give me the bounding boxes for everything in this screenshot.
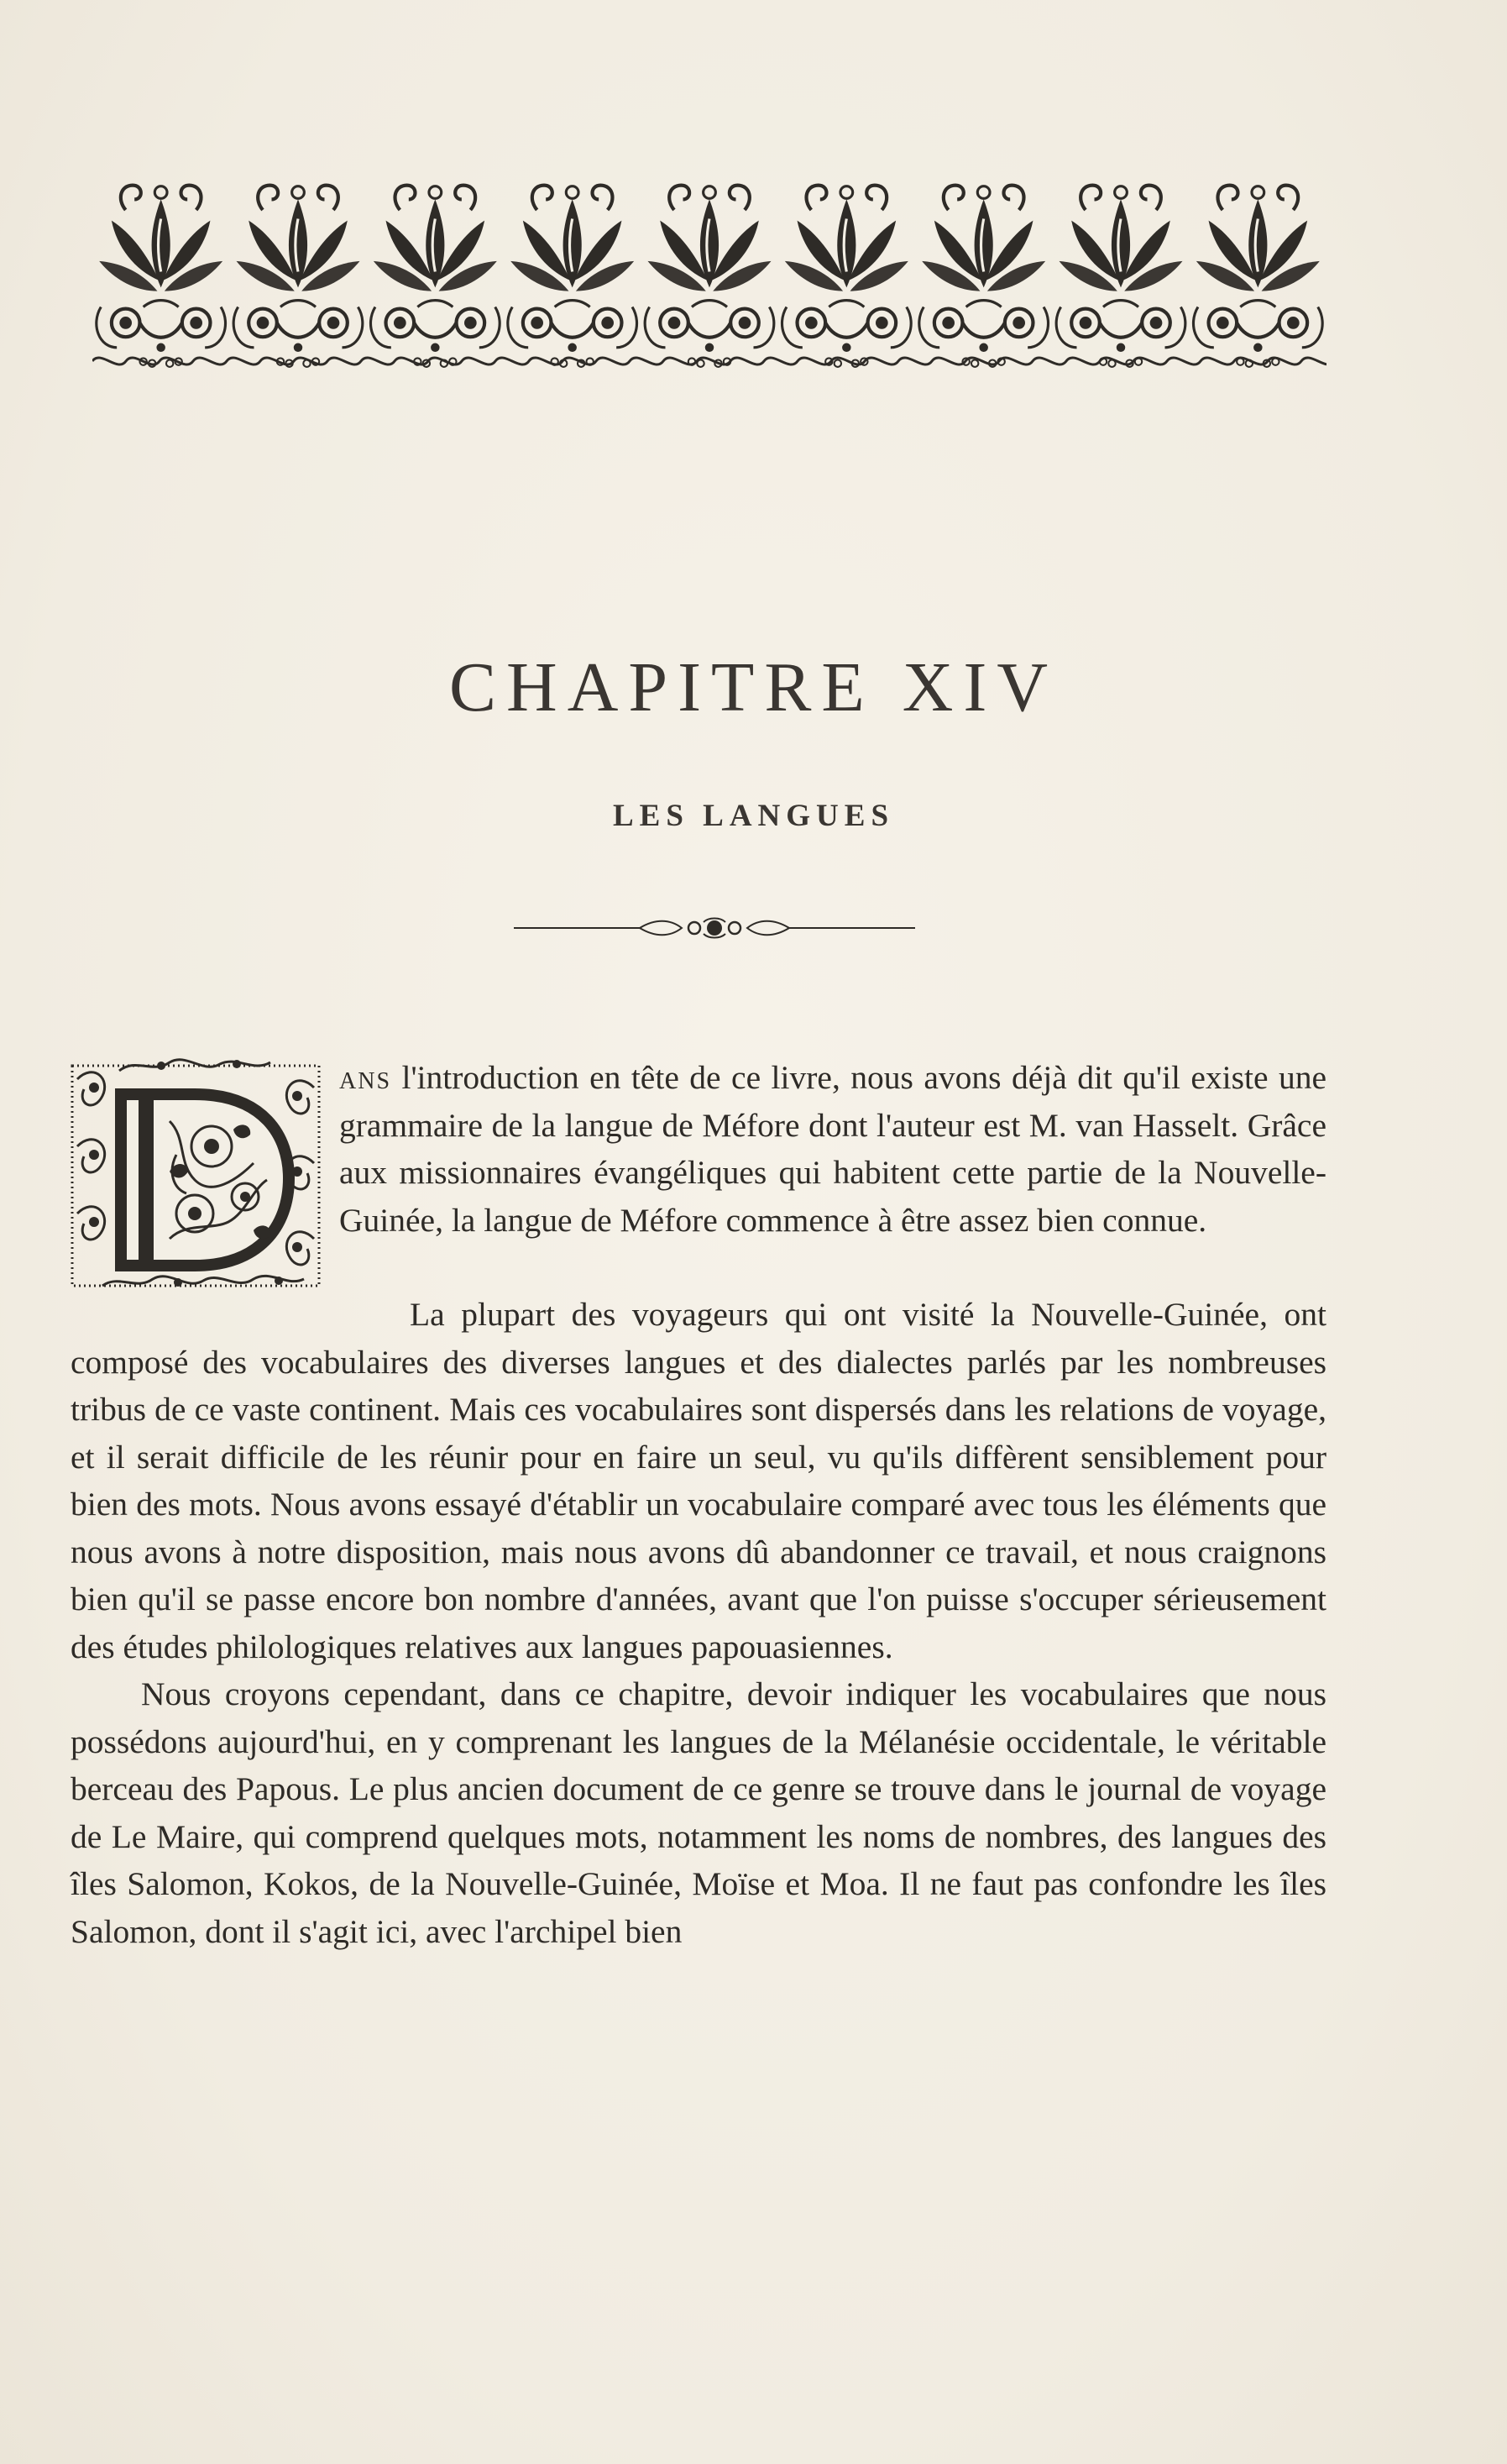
floral-headpiece-icon (92, 166, 1326, 385)
headpiece-motif (508, 186, 637, 367)
headpiece-motif (1056, 186, 1185, 367)
headpiece-motif (370, 186, 500, 367)
dropcap (69, 1054, 322, 1298)
scroll-divider-icon (514, 915, 915, 941)
floral-dropcap-icon (69, 1054, 322, 1298)
chapter-title: CHAPITRE XIV (449, 648, 1058, 726)
chapter-subtitle: LES LANGUES (612, 799, 895, 833)
paragraph-1-text: l'introduction en tête de ce livre, nous avons déjà dit qu'il existe une grammaire de la langue de Méfore dont l'auteur est M. van Hasselt. Grâce aux missionnaires évangéliques qui habitent cette partie de la Nouvelle-Guinée, la langue de Méfore commence à être assez bien connue. (339, 1059, 1326, 1239)
headpiece-motif (645, 186, 774, 367)
headpiece-motif (919, 186, 1049, 367)
paragraph-1 (71, 1054, 1326, 1291)
headpiece-motif (1193, 186, 1322, 367)
paragraph-2: La plupart des voyageurs qui ont visité la Nouvelle-Guinée, ont composé des vocabulaires des diverses langues et des dialectes parlés par les nombreuses tribus de ce vaste continent. Mais ces vocabulaires sont dispersés dans les relations de voyage, et il serait difficile de les réunir pour en faire un seul, vu qu'ils diffèrent sensiblement pour bien des mots. Nous avons essayé d'établir un vocabulaire comparé avec tous les éléments que nous avons à notre disposition, mais nous avons dû abandonner ce travail, et nous craignons bien qu'il se passe encore bon nombre d'années, avant que l'on puisse s'occuper sérieusement des études philologiques relatives aux langues papouasiennes. (71, 1296, 1326, 1665)
body-text (71, 1054, 1326, 1955)
headpiece-motif (97, 186, 226, 367)
headpiece-motif (782, 186, 911, 367)
headpiece-motif (233, 186, 363, 367)
paragraph-3: Nous croyons cependant, dans ce chapitre, devoir indiquer les vocabulaires que nous possédons aujourd'hui, en y comprenant les langues de la Mélanésie occidentale, le véritable berceau des Papous. Le plus ancien document de ce genre se trouve dans le journal de voyage de Le Maire, qui comprend quelques mots, notamment les noms de nombres, des langues des îles Salomon, Kokos, de la Nouvelle-Guinée, Moïse et Moa. Il ne faut pas confondre les îles Salomon, dont il s'agit ici, avec l'archipel bien (71, 1675, 1326, 1950)
dropcap-continuation: ans (339, 1059, 392, 1096)
